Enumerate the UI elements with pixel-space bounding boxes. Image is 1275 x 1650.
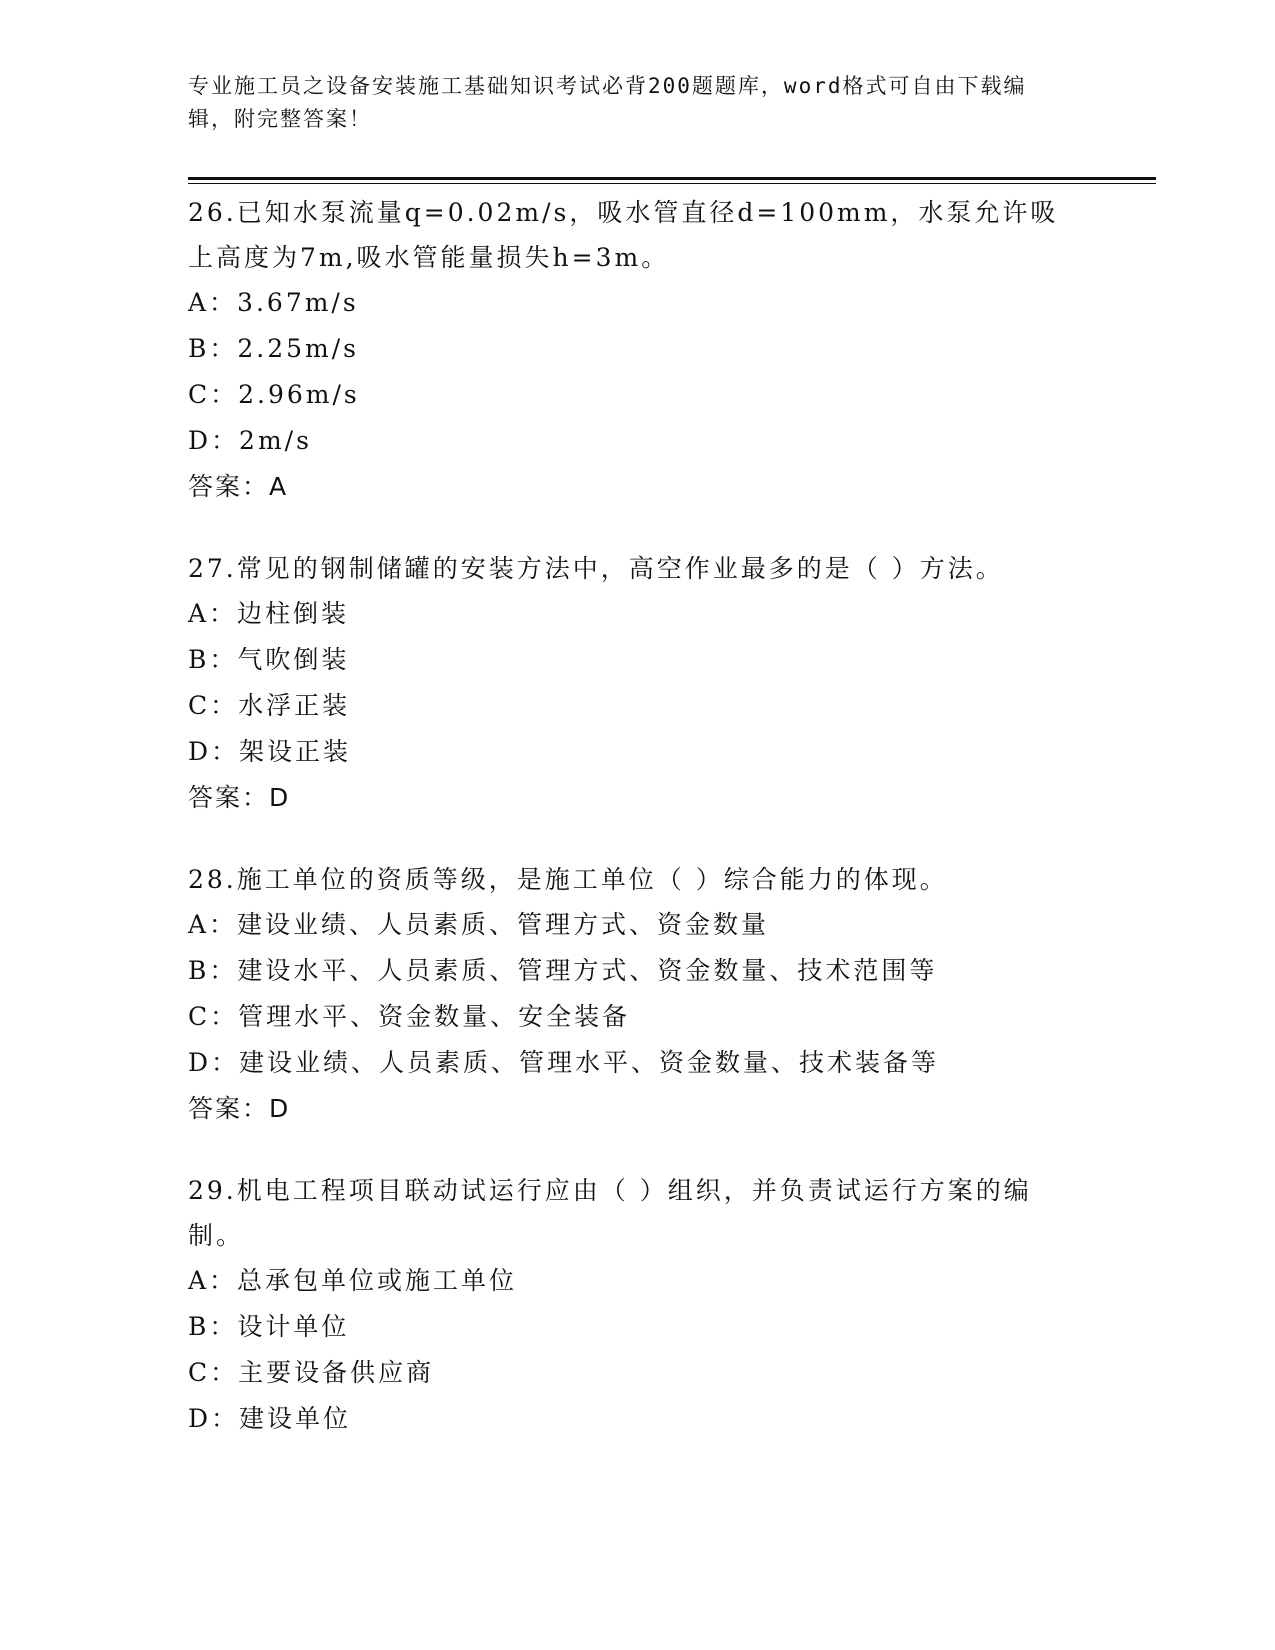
option-c: C：2.96m/s — [188, 380, 360, 409]
question-26 — [188, 190, 1068, 510]
question-text: 28.施工单位的资质等级，是施工单位（ ）综合能力的体现。 — [188, 865, 948, 894]
option-d: D：建设业绩、人员素质、管理水平、资金数量、技术装备等 — [188, 1048, 940, 1077]
option-a: A：边柱倒装 — [188, 599, 350, 628]
answer-label: 答案：D — [188, 783, 291, 812]
header-divider-thin — [188, 183, 1156, 184]
option-c: C：水浮正装 — [188, 691, 351, 720]
answer-label: 答案：D — [188, 1094, 291, 1123]
answer-label: 答案：A — [188, 472, 289, 501]
option-d: D：2m/s — [188, 426, 312, 455]
document-header: 专业施工员之设备安装施工基础知识考试必背200题题库，word格式可自由下载编辑，附完整答案！ — [188, 74, 1027, 131]
question-text: 27.常见的钢制储罐的安装方法中，高空作业最多的是（ ）方法。 — [188, 554, 1004, 583]
question-27 — [188, 546, 1068, 821]
option-b: B：建设水平、人员素质、管理方式、资金数量、技术范围等 — [188, 956, 938, 985]
question-29 — [188, 1168, 1068, 1442]
question-list — [188, 190, 1068, 1478]
option-b: B：气吹倒装 — [188, 645, 350, 674]
option-d: D：架设正装 — [188, 737, 352, 766]
option-b: B：2.25m/s — [188, 334, 359, 363]
question-text: 26.已知水泵流量q=0.02m/s，吸水管直径d=100mm，水泵允许吸上高度为7m,吸水管能量损失h=3m。 — [188, 198, 1059, 272]
option-a: A：3.67m/s — [188, 288, 359, 317]
option-c: C：管理水平、资金数量、安全装备 — [188, 1002, 631, 1031]
question-28 — [188, 857, 1068, 1132]
option-a: A：建设业绩、人员素质、管理方式、资金数量 — [188, 910, 770, 939]
option-b: B：设计单位 — [188, 1312, 350, 1341]
option-a: A：总承包单位或施工单位 — [188, 1266, 518, 1295]
header-divider-thick — [188, 177, 1156, 180]
question-text: 29.机电工程项目联动试运行应由（ ）组织，并负责试运行方案的编制。 — [188, 1176, 1032, 1250]
option-c: C：主要设备供应商 — [188, 1358, 435, 1387]
option-d: D：建设单位 — [188, 1404, 352, 1433]
